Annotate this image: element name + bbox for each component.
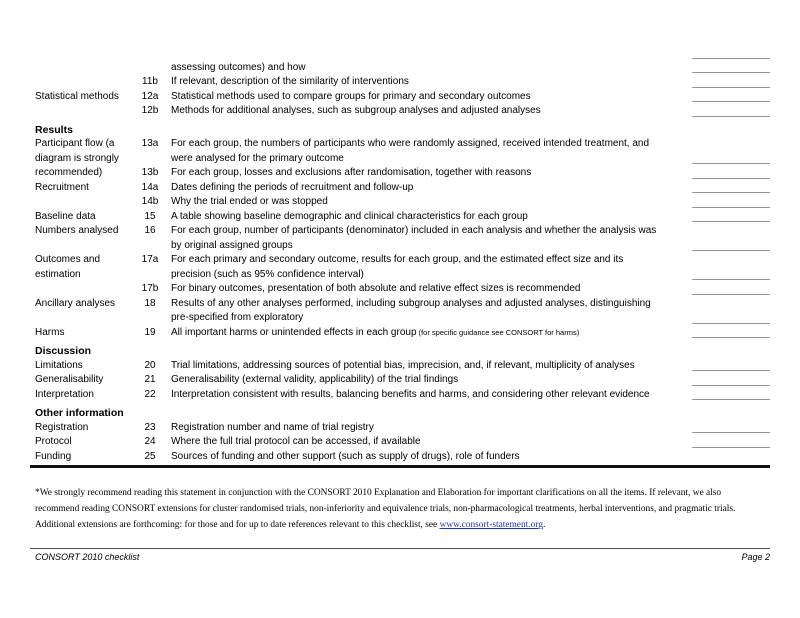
page-number-cell: [692, 359, 770, 374]
page-number-cell: [692, 282, 770, 297]
page-number-cell: [692, 166, 770, 181]
item-description-line: Dates defining the periods of recruitment and follow-up: [171, 181, 414, 193]
checklist-row: [30, 137, 770, 166]
checklist-row: [30, 90, 770, 105]
page-number-line: [692, 192, 770, 193]
item-number: 18: [144, 297, 156, 309]
item-topic: [30, 75, 135, 90]
section-header: Discussion: [35, 345, 92, 357]
page-number-cell: [692, 297, 770, 326]
item-description-line: Interpretation consistent with results, balancing benefits and harms, and considering other relevant evidence: [171, 388, 650, 400]
checklist-row: [30, 297, 770, 326]
item-number: 17a: [141, 254, 159, 265]
item-number: 17b: [141, 283, 159, 294]
item-number: 11b: [142, 76, 158, 87]
checklist-row: [30, 46, 770, 61]
item-description-line: For each group, number of participants (denominator) included in each analysis and whether the analysis was: [171, 225, 657, 236]
page-number-cell: [692, 195, 770, 210]
item-description: [165, 210, 692, 225]
item-number: 12a: [141, 90, 159, 102]
page-number-cell: [692, 46, 770, 61]
page-number-line: [692, 370, 770, 371]
page-footer: [30, 548, 770, 563]
item-number: 15: [144, 210, 156, 222]
item-topic-line: Registration: [35, 421, 89, 433]
item-description: [165, 359, 692, 374]
page-number-line: [692, 337, 770, 338]
item-description: [165, 224, 692, 253]
checklist-row: [30, 450, 770, 465]
item-number: 23: [144, 421, 156, 433]
item-topic-line: diagram is strongly: [35, 152, 119, 164]
item-topic: [30, 46, 135, 61]
item-description: [165, 435, 692, 450]
item-topic: [30, 195, 135, 210]
item-description-line: If relevant, description of the similarity of interventions: [171, 76, 409, 87]
item-number: 12b: [141, 105, 159, 116]
item-topic-line: Ancillary analyses: [35, 297, 116, 309]
item-topic: [30, 297, 135, 326]
item-number: 24: [144, 436, 156, 447]
item-description: [165, 282, 692, 297]
item-topic-line: Statistical methods: [35, 90, 119, 102]
page-number-cell: [692, 253, 770, 282]
page-number-line: [692, 385, 770, 386]
item-topic-line: recommended): [35, 167, 103, 178]
item-description: [165, 181, 692, 196]
item-topic: [30, 253, 135, 282]
page-number-cell: [692, 388, 770, 403]
item-topic: [30, 90, 135, 105]
page-number-line: [692, 323, 770, 324]
item-description-line: All important harms or unintended effects in each group (for specific guidance see CONSORT for harms): [171, 326, 580, 338]
item-description: [165, 421, 692, 436]
item-number: 14a: [141, 181, 159, 193]
item-description: [165, 388, 692, 403]
item-description: [165, 46, 692, 61]
page-number-line: [692, 399, 770, 400]
checklist-row: [30, 195, 770, 210]
item-topic-line: Baseline data: [35, 210, 96, 222]
item-topic-line: Generalisability: [35, 374, 104, 385]
item-description-line: [171, 46, 692, 61]
footnote: [35, 485, 770, 534]
item-number: 22: [144, 388, 156, 400]
item-number: 14b: [141, 196, 159, 207]
checklist-row: [30, 326, 770, 341]
page-number-cell: [692, 421, 770, 436]
checklist-row: [30, 359, 770, 374]
item-topic-line: Funding: [35, 450, 72, 462]
page-number-cell: [692, 104, 770, 119]
item-number: 13b: [141, 167, 159, 178]
footnote-period: .: [542, 520, 546, 531]
item-description-line: For each group, losses and exclusions after randomisation, together with reasons: [171, 167, 532, 178]
item-description-line: precision (such as 95% confidence interval): [171, 268, 364, 280]
item-number: [135, 61, 165, 76]
page-number-line: [692, 221, 770, 222]
item-description-line: pre-specified from exploratory: [171, 312, 304, 323]
item-description-line: Generalisability (external validity, applicability) of the trial findings: [171, 374, 459, 385]
item-number: 25: [144, 450, 156, 462]
checklist-row: [30, 421, 770, 436]
item-topic: [30, 388, 135, 403]
item-number: 20: [144, 359, 156, 371]
page-number-line: [692, 432, 770, 433]
item-topic: [30, 224, 135, 253]
item-topic: [30, 326, 135, 341]
checklist-row: [30, 373, 770, 388]
item-description: [165, 195, 692, 210]
item-topic-line: estimation: [35, 268, 81, 280]
item-topic: [30, 166, 135, 181]
item-description: [165, 137, 692, 166]
item-topic: [30, 137, 135, 166]
item-topic-line: Limitations: [35, 359, 83, 371]
item-description: [165, 373, 692, 388]
page-number-cell: [692, 210, 770, 225]
page-number-line: [692, 294, 770, 295]
item-topic: [30, 421, 135, 436]
checklist-row: [30, 282, 770, 297]
item-description: [165, 61, 692, 76]
section-header: Other information: [35, 407, 124, 419]
checklist-table: [30, 46, 770, 464]
item-topic-line: Protocol: [35, 436, 72, 447]
item-topic: [30, 61, 135, 76]
page-number-cell: [692, 373, 770, 388]
item-description-line: For each group, the numbers of participants who were randomly assigned, received intended treatment, and: [171, 138, 650, 149]
item-description: [165, 75, 692, 90]
item-topic-line: Harms: [35, 326, 65, 338]
checklist-row: [30, 435, 770, 450]
item-description: [165, 166, 692, 181]
checklist-row: [30, 75, 770, 90]
footer-page-number: Page 2: [741, 551, 770, 562]
footnote-line: Additional extensions are forthcoming: for those and for up to date references relevant to this checklist, see www.consort-statement.org.: [35, 520, 546, 531]
item-description-line: Where the full trial protocol can be accessed, if available: [171, 436, 421, 447]
item-topic-line: Outcomes and: [35, 254, 101, 265]
item-description: [165, 326, 692, 341]
item-description-line: For each primary and secondary outcome, results for each group, and the estimated effect size and its: [171, 254, 624, 265]
page-number-cell: [692, 326, 770, 341]
page-number-cell: [692, 224, 770, 253]
page-number-line: [692, 87, 770, 88]
page-number-line: [692, 163, 770, 164]
item-description-line: Trial limitations, addressing sources of potential bias, imprecision, and, if relevant, multiplicity of analyses: [171, 359, 635, 371]
page-number-line: [692, 101, 770, 102]
page-number-line: [692, 116, 770, 117]
page-number-line: [692, 279, 770, 280]
item-description-line: Methods for additional analyses, such as subgroup analyses and adjusted analyses: [171, 105, 541, 116]
checklist-row: [30, 181, 770, 196]
item-description-line: Why the trial ended or was stopped: [171, 196, 328, 207]
page-number-cell: [692, 181, 770, 196]
item-description: [165, 253, 692, 282]
page-number-line: [692, 58, 770, 59]
page-number-cell: [692, 450, 770, 465]
item-topic: [30, 450, 135, 465]
page-number-line: [692, 447, 770, 448]
item-topic: [30, 282, 135, 297]
item-description-line: Results of any other analyses performed, including subgroup analyses and adjusted analyses, distinguishing: [171, 297, 651, 309]
item-topic: [30, 435, 135, 450]
item-topic: [30, 181, 135, 196]
page-number-cell: [692, 61, 770, 76]
page-number-line: [692, 72, 770, 73]
checklist-row: [30, 253, 770, 282]
item-description-line: Registration number and name of trial registry: [171, 421, 374, 433]
page-number-cell: [692, 75, 770, 90]
page-number-cell: [692, 137, 770, 166]
item-topic: [30, 359, 135, 374]
item-number: [135, 46, 165, 61]
checklist-row: [30, 61, 770, 76]
checklist-row: [30, 388, 770, 403]
checklist-row: [30, 166, 770, 181]
footer-document-title: CONSORT 2010 checklist: [35, 551, 140, 562]
item-description-line: Statistical methods used to compare groups for primary and secondary outcomes: [171, 90, 531, 102]
item-topic-line: Interpretation: [35, 388, 94, 400]
page-number-line: [692, 250, 770, 251]
page-number-line: [692, 178, 770, 179]
item-description-line: For binary outcomes, presentation of both absolute and relative effect sizes is recommended: [171, 283, 581, 294]
item-topic-line: Participant flow (a: [35, 138, 115, 149]
page-number-line: [692, 207, 770, 208]
table-bottom-rule: [30, 465, 770, 468]
item-topic: [30, 373, 135, 388]
checklist-row: [30, 210, 770, 225]
footnote-line: *We strongly recommend reading this statement in conjunction with the CONSORT 2010 Explanation and Elaboration for important clarifications on all the items. If relevant, we also: [35, 488, 722, 498]
item-description-line: Sources of funding and other support (such as supply of drugs), role of funders: [171, 450, 520, 462]
item-topic-line: Recruitment: [35, 181, 89, 193]
item-number: 16: [144, 225, 156, 236]
consort-statement-link[interactable]: www.consort-statement.org: [439, 520, 543, 531]
item-description-line: by original assigned groups: [171, 239, 293, 251]
item-description: [165, 104, 692, 119]
checklist-row: [30, 104, 770, 119]
item-description-note: (for specific guidance see CONSORT for harms): [416, 327, 580, 337]
item-number: 21: [144, 374, 156, 385]
item-topic: [30, 210, 135, 225]
item-topic-line: Numbers analysed: [35, 225, 119, 236]
page-number-cell: [692, 90, 770, 105]
item-description: [165, 450, 692, 465]
item-description-line: assessing outcomes) and how: [171, 61, 306, 73]
item-number: 13a: [141, 138, 159, 149]
item-description: [165, 297, 692, 326]
checklist-row: [30, 224, 770, 253]
item-description-line: were analysed for the primary outcome: [171, 152, 344, 164]
item-description-line: A table showing baseline demographic and clinical characteristics for each group: [171, 210, 528, 222]
footnote-line: recommend reading CONSORT extensions for cluster randomised trials, non-inferiority and equivalence trials, non-pharmacological treatments, herbal interventions, and pragmatic trials.: [35, 504, 736, 515]
item-description: [165, 90, 692, 105]
item-topic: [30, 104, 135, 119]
page-number-cell: [692, 435, 770, 450]
item-number: 19: [144, 326, 156, 338]
section-header: Results: [35, 123, 73, 136]
